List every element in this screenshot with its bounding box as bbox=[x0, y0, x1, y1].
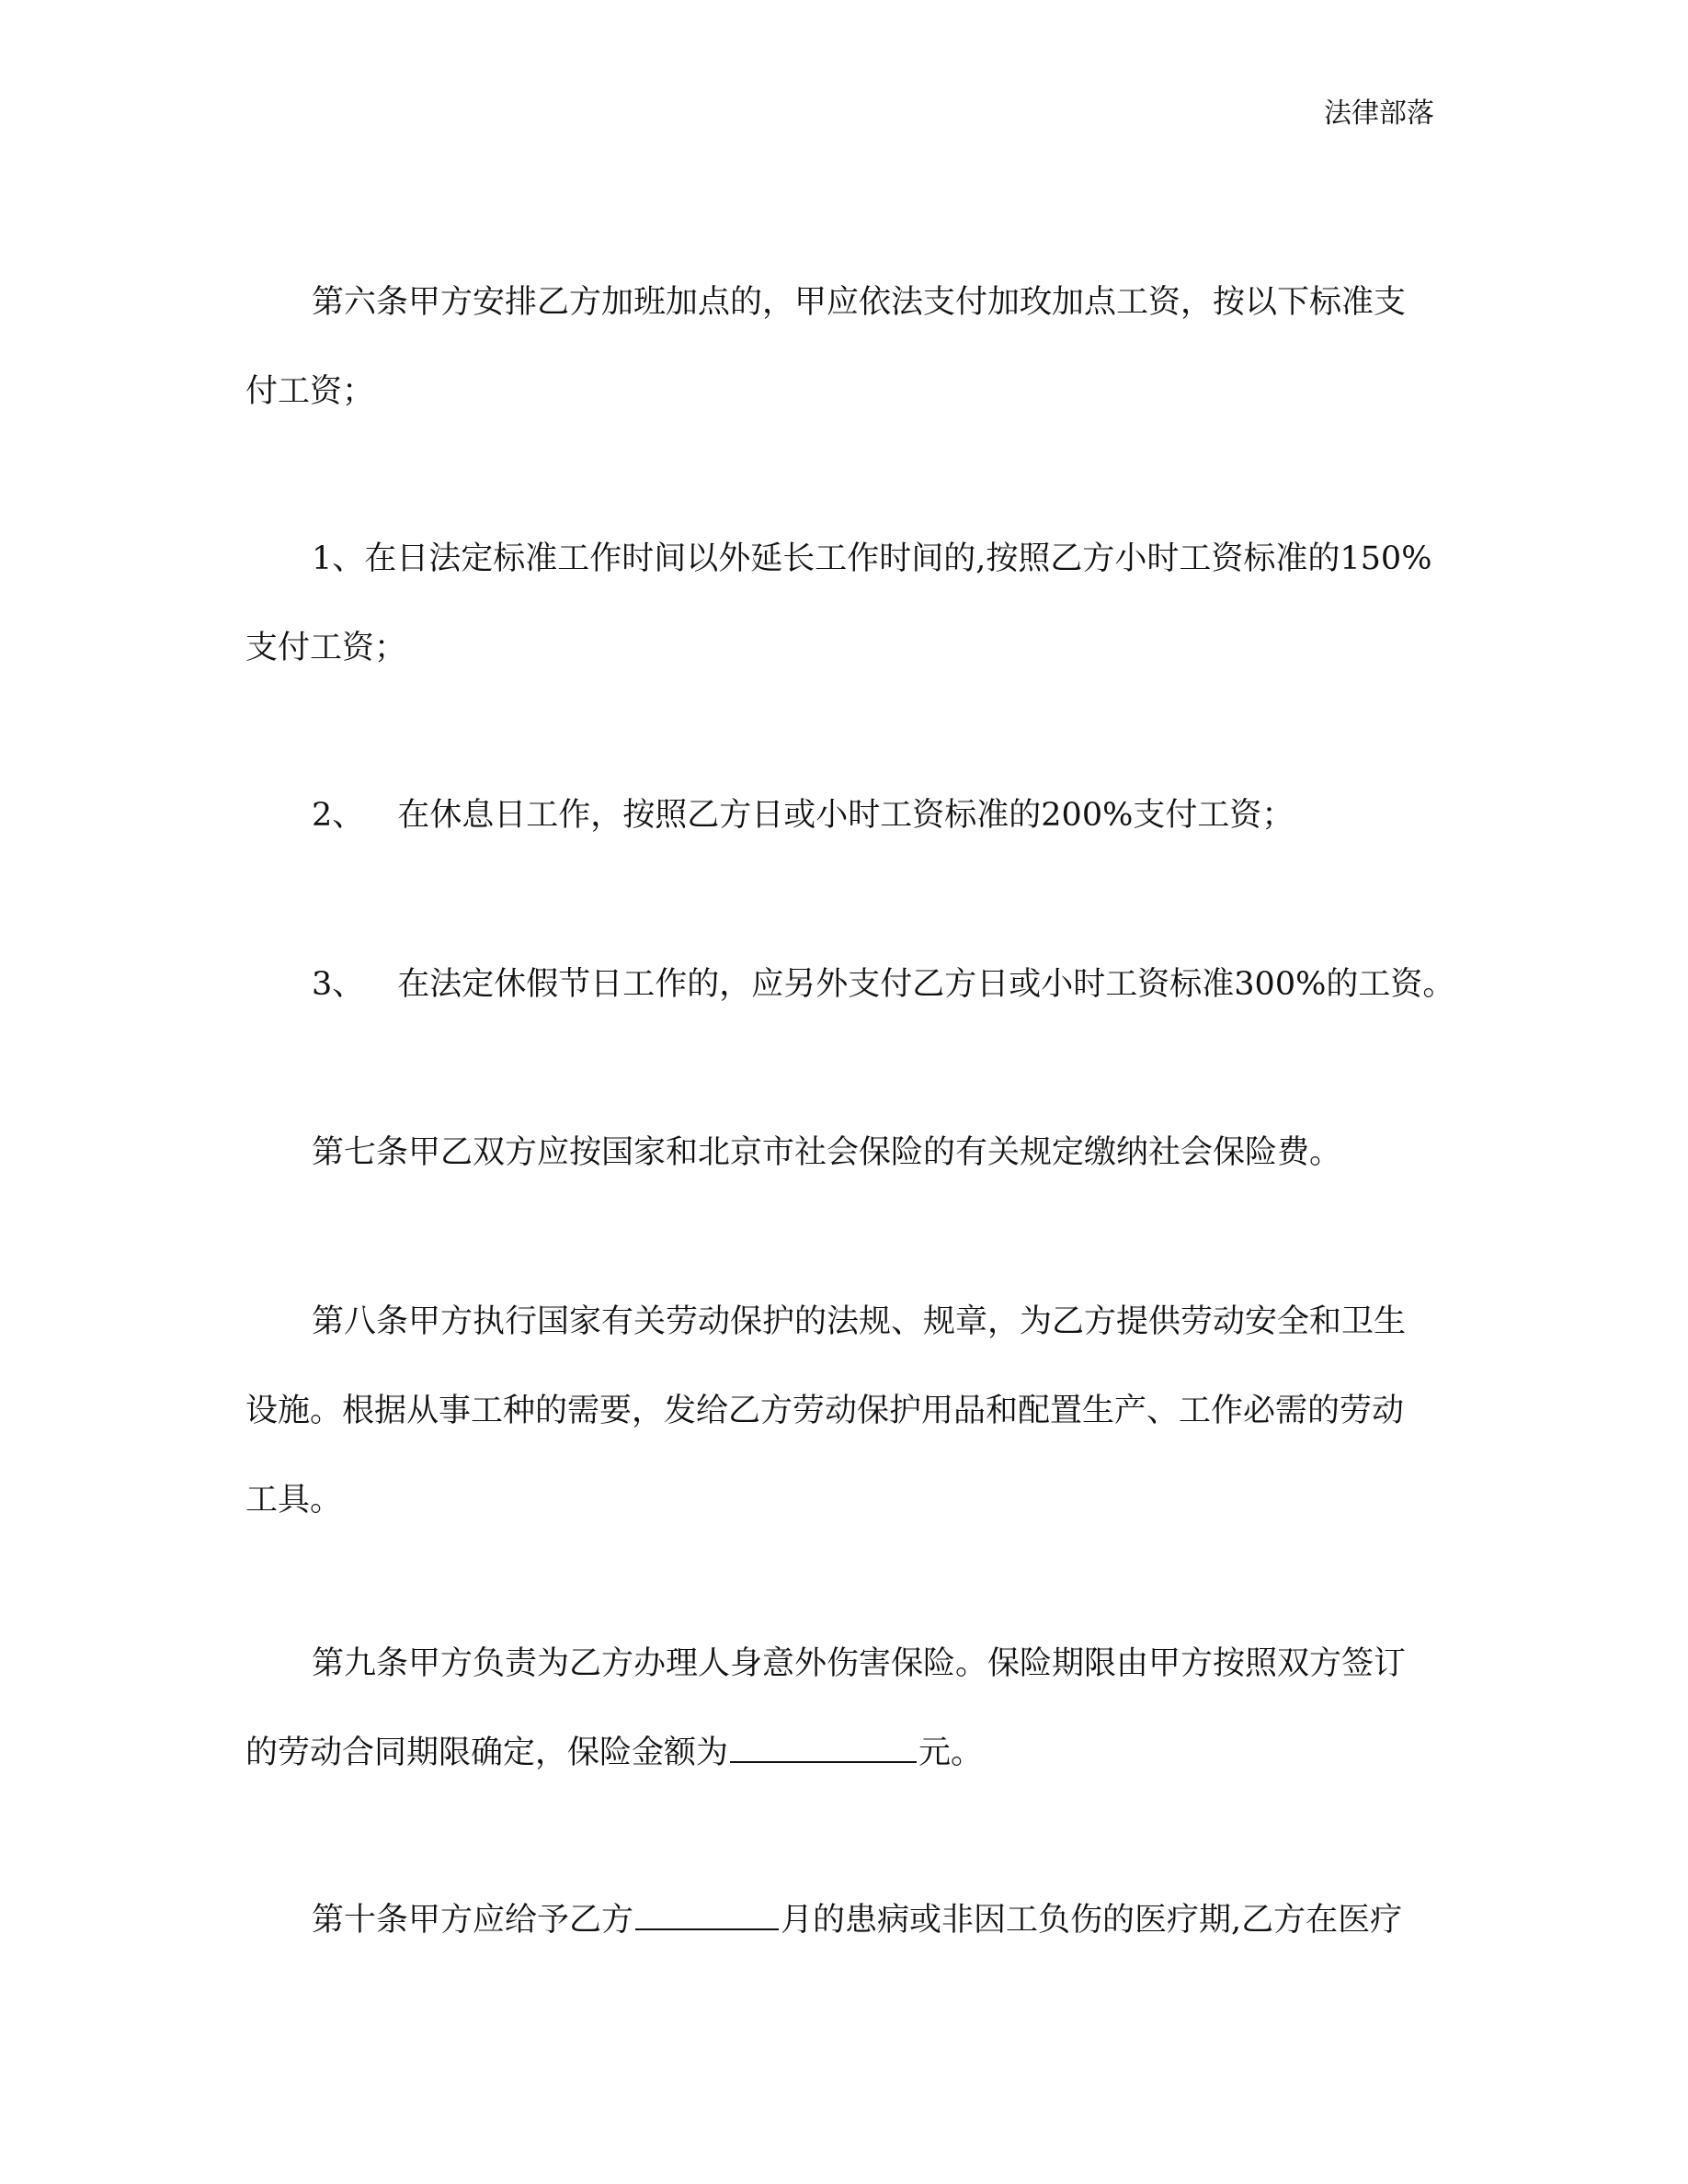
article-9 bbox=[245, 1620, 1443, 1798]
item-1 bbox=[245, 515, 1443, 693]
article-8 bbox=[245, 1278, 1443, 1545]
article-9-text-before: 的劳动合同期限确定，保险金额为 bbox=[245, 1735, 729, 1771]
medical-period-blank bbox=[635, 1896, 779, 1930]
article-9-text-after: 元。 bbox=[918, 1735, 984, 1771]
article-10 bbox=[245, 1876, 1443, 1965]
item-1-line-1: 1、在日法定标准工作时间以外延长工作时间的,按照乙方小时工资标准的150% bbox=[312, 540, 1432, 577]
article-8-line-1: 第八条甲方执行国家有关劳动保护的法规、规章，为乙方提供劳动安全和卫生 bbox=[312, 1303, 1407, 1340]
article-6-line-2: 付工资； bbox=[245, 373, 375, 410]
article-8-line-3: 工具。 bbox=[245, 1482, 343, 1519]
article-7-line-1: 第七条甲乙双方应按国家和北京市社会保险的有关规定缴纳社会保险费。 bbox=[312, 1134, 1342, 1171]
item-3-line bbox=[245, 940, 1455, 1029]
article-10-line-1 bbox=[245, 1876, 1443, 1965]
item-3 bbox=[245, 940, 1455, 1029]
item-3-number: 3、 bbox=[312, 966, 365, 1003]
article-6-line-1: 第六条甲方安排乙方加班加点的，甲应依法支付加玫加点工资，按以下标准支 bbox=[312, 284, 1407, 321]
item-3-text: 在法定休假节日工作的，应另外支付乙方日或小时工资标准300%的工资。 bbox=[397, 966, 1455, 1003]
article-10-text-after: 月的患病或非因工负伤的医疗期,乙方在医疗 bbox=[781, 1902, 1403, 1939]
insurance-amount-blank bbox=[730, 1729, 917, 1763]
item-2 bbox=[245, 771, 1443, 860]
article-10-text-before: 第十条甲方应给予乙方 bbox=[312, 1902, 634, 1939]
item-2-number: 2、 bbox=[312, 797, 365, 834]
article-9-line-1: 第九条甲方负责为乙方办理人身意外伤害保险。保险期限由甲方按照双方签订 bbox=[312, 1645, 1407, 1682]
article-7 bbox=[245, 1109, 1443, 1198]
article-9-line-2 bbox=[245, 1709, 1443, 1798]
article-6 bbox=[245, 258, 1443, 437]
header-brand: 法律部落 bbox=[1324, 97, 1434, 130]
item-2-line bbox=[245, 771, 1443, 860]
item-2-text: 在休息日工作，按照乙方日或小时工资标准的200%支付工资； bbox=[397, 797, 1295, 834]
article-8-line-2: 设施。根据从事工种的需要，发给乙方劳动保护用品和配置生产、工作必需的劳动 bbox=[245, 1393, 1405, 1429]
item-1-line-2: 支付工资； bbox=[245, 630, 407, 666]
